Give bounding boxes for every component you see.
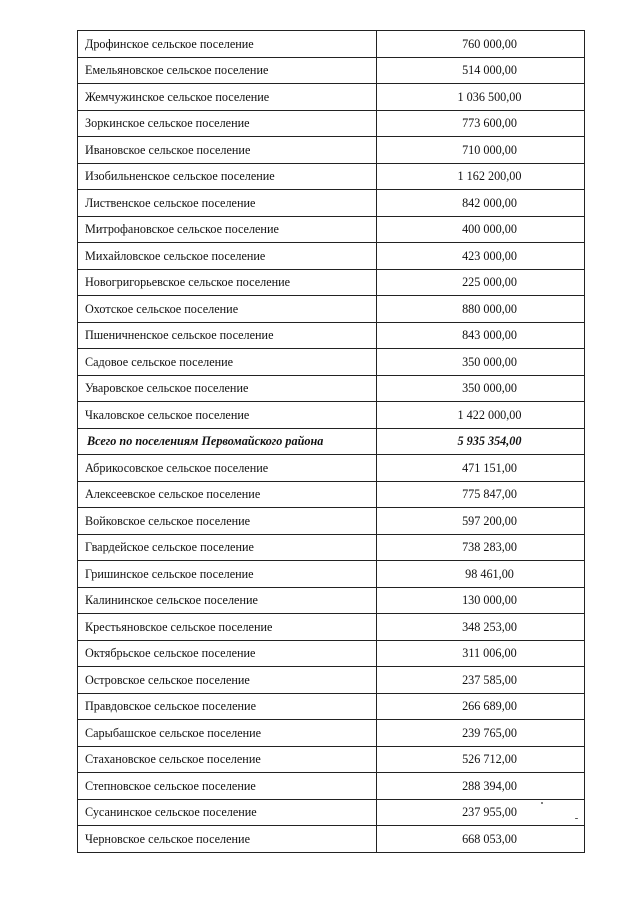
- total-row: [78, 428, 585, 455]
- settlement-name: Ивановское сельское поселение: [78, 137, 377, 164]
- settlement-name: Калининское сельское поселение: [78, 587, 377, 614]
- table-row: [78, 508, 585, 535]
- settlement-amount: 1 036 500,00: [377, 84, 585, 111]
- table-row: [78, 375, 585, 402]
- settlement-name: Сарыбашское сельское поселение: [78, 720, 377, 747]
- table-row: [78, 163, 585, 190]
- settlement-amount: 400 000,00: [377, 216, 585, 243]
- settlement-amount: 1 162 200,00: [377, 163, 585, 190]
- table-row: [78, 746, 585, 773]
- settlement-amount: 288 394,00: [377, 773, 585, 800]
- table-row: [78, 534, 585, 561]
- table-row: [78, 614, 585, 641]
- settlement-amount: 880 000,00: [377, 296, 585, 323]
- settlement-name: Новогригорьевское сельское поселение: [78, 269, 377, 296]
- settlement-amount: 350 000,00: [377, 375, 585, 402]
- settlement-amount: 239 765,00: [377, 720, 585, 747]
- settlement-name: Гвардейское сельское поселение: [78, 534, 377, 561]
- table-row: [78, 826, 585, 853]
- settlement-amount: 350 000,00: [377, 349, 585, 376]
- settlement-name: Правдовское сельское поселение: [78, 693, 377, 720]
- settlement-amount: 266 689,00: [377, 693, 585, 720]
- table-row: [78, 402, 585, 429]
- settlement-name: Войковское сельское поселение: [78, 508, 377, 535]
- table-row: [78, 57, 585, 84]
- settlement-amount: 597 200,00: [377, 508, 585, 535]
- settlement-name: Охотское сельское поселение: [78, 296, 377, 323]
- table-row: [78, 693, 585, 720]
- settlements-table-container: [77, 30, 584, 853]
- settlement-amount: 526 712,00: [377, 746, 585, 773]
- total-label: Всего по поселениям Первомайского района: [78, 428, 377, 455]
- settlement-amount: 842 000,00: [377, 190, 585, 217]
- settlement-name: Октябрьское сельское поселение: [78, 640, 377, 667]
- settlement-amount: 668 053,00: [377, 826, 585, 853]
- table-row: [78, 349, 585, 376]
- settlement-name: Чкаловское сельское поселение: [78, 402, 377, 429]
- settlement-amount: 98 461,00: [377, 561, 585, 588]
- table-row: [78, 84, 585, 111]
- settlement-name: Абрикосовское сельское поселение: [78, 455, 377, 482]
- table-row: [78, 773, 585, 800]
- table-row: [78, 561, 585, 588]
- settlement-name: Крестьяновское сельское поселение: [78, 614, 377, 641]
- settlement-amount: 311 006,00: [377, 640, 585, 667]
- settlement-amount: 738 283,00: [377, 534, 585, 561]
- settlement-name: Дрофинское сельское поселение: [78, 31, 377, 58]
- settlement-name: Садовое сельское поселение: [78, 349, 377, 376]
- table-row: [78, 216, 585, 243]
- settlement-name: Изобильненское сельское поселение: [78, 163, 377, 190]
- settlement-amount: 710 000,00: [377, 137, 585, 164]
- settlement-amount: 237 585,00: [377, 667, 585, 694]
- settlement-amount: 514 000,00: [377, 57, 585, 84]
- scan-speck: [541, 802, 543, 804]
- settlement-amount: 1 422 000,00: [377, 402, 585, 429]
- table-row: [78, 243, 585, 270]
- settlement-name: Стахановское сельское поселение: [78, 746, 377, 773]
- settlement-name: Пшеничненское сельское поселение: [78, 322, 377, 349]
- settlement-amount: 423 000,00: [377, 243, 585, 270]
- settlement-amount: 843 000,00: [377, 322, 585, 349]
- scan-speck: [575, 818, 578, 819]
- settlement-name: Зоркинское сельское поселение: [78, 110, 377, 137]
- total-amount: 5 935 354,00: [377, 428, 585, 455]
- settlement-name: Сусанинское сельское поселение: [78, 799, 377, 826]
- table-row: [78, 269, 585, 296]
- settlement-name: Михайловское сельское поселение: [78, 243, 377, 270]
- table-row: [78, 667, 585, 694]
- settlement-amount: 348 253,00: [377, 614, 585, 641]
- table-row: [78, 799, 585, 826]
- settlement-name: Гришинское сельское поселение: [78, 561, 377, 588]
- settlements-table: [77, 30, 585, 853]
- settlement-name: Островское сельское поселение: [78, 667, 377, 694]
- table-row: [78, 190, 585, 217]
- settlement-amount: 471 151,00: [377, 455, 585, 482]
- settlement-name: Степновское сельское поселение: [78, 773, 377, 800]
- settlement-amount: 130 000,00: [377, 587, 585, 614]
- settlement-name: Митрофановское сельское поселение: [78, 216, 377, 243]
- settlement-name: Уваровское сельское поселение: [78, 375, 377, 402]
- settlement-amount: 760 000,00: [377, 31, 585, 58]
- table-row: [78, 110, 585, 137]
- settlement-amount: 775 847,00: [377, 481, 585, 508]
- table-row: [78, 322, 585, 349]
- settlement-name: Емельяновское сельское поселение: [78, 57, 377, 84]
- settlement-name: Лиственское сельское поселение: [78, 190, 377, 217]
- settlement-amount: 237 955,00: [377, 799, 585, 826]
- settlement-amount: 225 000,00: [377, 269, 585, 296]
- table-row: [78, 640, 585, 667]
- table-row: [78, 137, 585, 164]
- settlement-name: Черновское сельское поселение: [78, 826, 377, 853]
- table-row: [78, 455, 585, 482]
- settlement-amount: 773 600,00: [377, 110, 585, 137]
- table-row: [78, 296, 585, 323]
- table-row: [78, 587, 585, 614]
- settlement-name: Алексеевское сельское поселение: [78, 481, 377, 508]
- table-row: [78, 31, 585, 58]
- table-row: [78, 720, 585, 747]
- table-body: [78, 31, 585, 853]
- settlement-name: Жемчужинское сельское поселение: [78, 84, 377, 111]
- table-row: [78, 481, 585, 508]
